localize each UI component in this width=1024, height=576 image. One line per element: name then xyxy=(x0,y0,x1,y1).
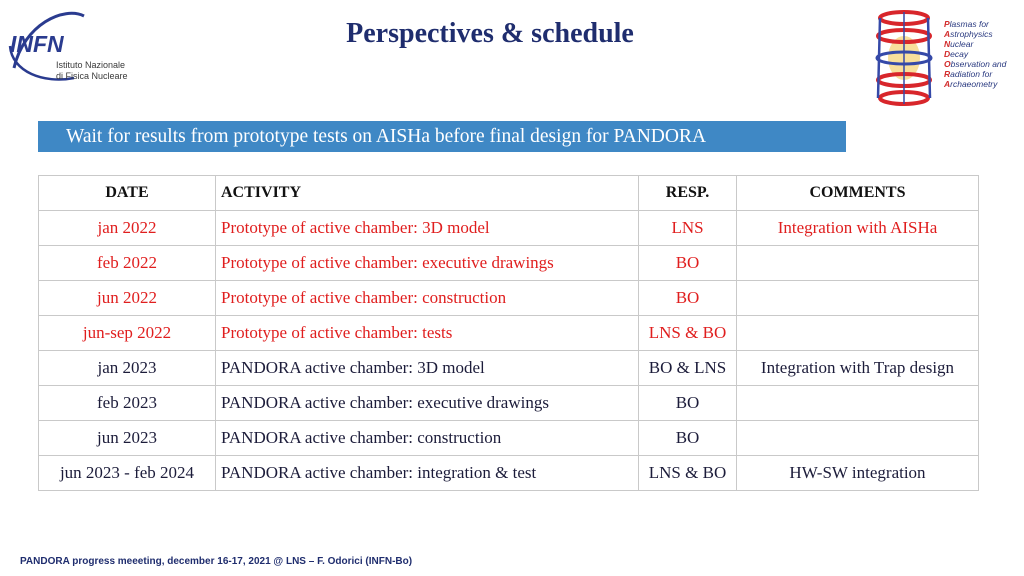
cell-resp: BO xyxy=(639,281,737,316)
acronym-rest: adiation for xyxy=(950,69,993,79)
cell-date: jan 2022 xyxy=(39,211,216,246)
acronym-initial: A xyxy=(944,29,951,39)
cell-resp: BO xyxy=(639,421,737,456)
table-row xyxy=(39,211,979,246)
cell-activity: Prototype of active chamber: tests xyxy=(216,316,639,351)
acronym-line xyxy=(944,79,1006,89)
cell-date: feb 2022 xyxy=(39,246,216,281)
cell-date: jun 2023 - feb 2024 xyxy=(39,456,216,491)
acronym-line xyxy=(944,29,1006,39)
acronym-initial: D xyxy=(944,49,951,59)
cell-activity: PANDORA active chamber: executive drawings xyxy=(216,386,639,421)
header-date: DATE xyxy=(39,176,216,211)
cell-comments xyxy=(737,421,979,456)
infn-subtitle-line1: Istituto Nazionale xyxy=(56,60,126,70)
acronym-rest: bservation and xyxy=(950,59,1007,69)
page-title: Perspectives & schedule xyxy=(346,18,634,49)
cell-comments xyxy=(737,281,979,316)
acronym-rest: rchaeometry xyxy=(950,79,998,89)
acronym-initial: P xyxy=(944,19,950,29)
acronym-initial: A xyxy=(944,79,951,89)
header-comments: COMMENTS xyxy=(737,176,979,211)
cell-resp: LNS & BO xyxy=(639,316,737,351)
acronym-initial: N xyxy=(944,39,951,49)
cell-date: jun 2023 xyxy=(39,421,216,456)
table-row xyxy=(39,421,979,456)
header-activity: ACTIVITY xyxy=(216,176,639,211)
table-row xyxy=(39,316,979,351)
cell-date: jun-sep 2022 xyxy=(39,316,216,351)
cell-comments xyxy=(737,386,979,421)
cell-activity: Prototype of active chamber: construction xyxy=(216,281,639,316)
banner: Wait for results from prototype tests on AISHa before final design for PANDORA xyxy=(38,121,846,152)
acronym-initial: R xyxy=(944,69,951,79)
acronym-rest: strophysics xyxy=(950,29,993,39)
cell-resp: BO xyxy=(639,386,737,421)
cell-activity: PANDORA active chamber: integration & test xyxy=(216,456,639,491)
cell-comments xyxy=(737,246,979,281)
acronym-rest: ecay xyxy=(950,49,969,59)
infn-subtitle-line2: di Fisica Nucleare xyxy=(56,71,128,81)
cell-resp: BO xyxy=(639,246,737,281)
cell-resp: BO & LNS xyxy=(639,351,737,386)
table-row xyxy=(39,351,979,386)
pandora-bar-right xyxy=(928,18,930,98)
schedule-table xyxy=(38,175,979,491)
cell-comments: Integration with Trap design xyxy=(737,351,979,386)
table-row xyxy=(39,281,979,316)
cell-activity: PANDORA active chamber: construction xyxy=(216,421,639,456)
cell-comments xyxy=(737,316,979,351)
acronym-rest: lasmas for xyxy=(949,19,989,29)
table-row xyxy=(39,456,979,491)
pandora-acronym xyxy=(944,19,1006,89)
table-row xyxy=(39,386,979,421)
cell-resp: LNS xyxy=(639,211,737,246)
table-row xyxy=(39,246,979,281)
acronym-line xyxy=(944,49,1006,59)
cell-date: jan 2023 xyxy=(39,351,216,386)
cell-date: jun 2022 xyxy=(39,281,216,316)
acronym-line xyxy=(944,19,1006,29)
acronym-initial: O xyxy=(944,59,951,69)
cell-comments: HW-SW integration xyxy=(737,456,979,491)
pandora-bar-left xyxy=(878,18,880,98)
acronym-line xyxy=(944,69,1006,79)
footer-text: PANDORA progress meeeting, december 16-17, 2021 @ LNS – F. Odorici (INFN-Bo) xyxy=(20,556,413,567)
infn-logo-text: INFN xyxy=(10,31,64,57)
infn-logo-subtitle xyxy=(56,60,128,82)
acronym-line xyxy=(944,39,1006,49)
cell-date: feb 2023 xyxy=(39,386,216,421)
acronym-rest: uclear xyxy=(950,39,974,49)
cell-resp: LNS & BO xyxy=(639,456,737,491)
cell-activity: Prototype of active chamber: 3D model xyxy=(216,211,639,246)
header-resp: RESP. xyxy=(639,176,737,211)
acronym-line xyxy=(944,59,1006,69)
pandora-logo xyxy=(868,6,1018,110)
table-header-row xyxy=(39,176,979,211)
cell-comments: Integration with AISHa xyxy=(737,211,979,246)
cell-activity: Prototype of active chamber: executive drawings xyxy=(216,246,639,281)
pandora-trap-icon xyxy=(868,6,942,110)
cell-activity: PANDORA active chamber: 3D model xyxy=(216,351,639,386)
